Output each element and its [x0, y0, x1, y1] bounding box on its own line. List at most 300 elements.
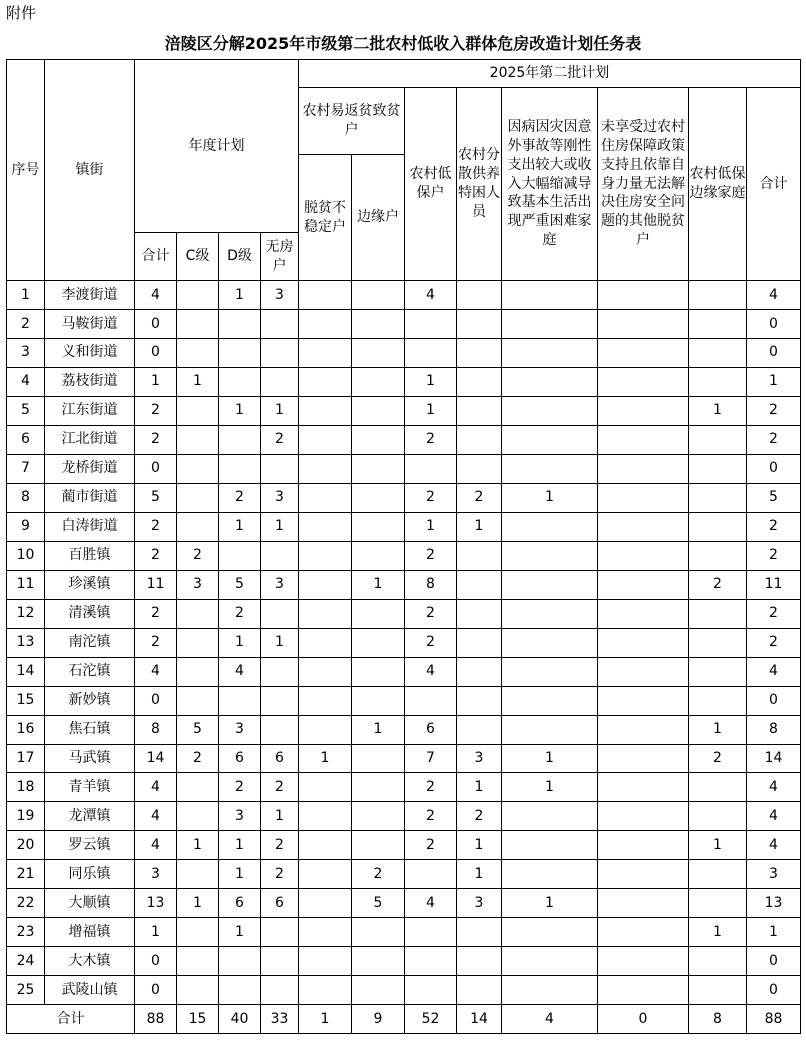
header-annual-total: 合计 [135, 233, 177, 281]
row-cell [299, 338, 352, 367]
row-seq: 24 [7, 947, 45, 976]
row-town: 李渡街道 [45, 281, 135, 310]
row-cell [177, 918, 219, 947]
row-cell: 0 [747, 686, 801, 715]
row-cell: 1 [405, 396, 457, 425]
row-cell [299, 831, 352, 860]
row-cell [598, 425, 689, 454]
row-seq: 20 [7, 831, 45, 860]
table-row [7, 541, 801, 570]
table-row [7, 570, 801, 599]
row-cell [689, 338, 747, 367]
row-cell [299, 628, 352, 657]
row-cell: 2 [219, 483, 261, 512]
row-cell: 1 [502, 773, 598, 802]
total-cell: 0 [598, 1005, 689, 1034]
row-cell [457, 454, 502, 483]
row-cell [457, 628, 502, 657]
row-cell [405, 686, 457, 715]
row-cell: 3 [177, 570, 219, 599]
row-cell: 6 [405, 715, 457, 744]
row-cell: 2 [261, 425, 299, 454]
row-cell [598, 570, 689, 599]
row-cell: 2 [405, 802, 457, 831]
row-cell [352, 338, 405, 367]
row-cell: 2 [405, 831, 457, 860]
row-cell [299, 889, 352, 918]
row-cell: 2 [135, 541, 177, 570]
row-seq: 17 [7, 744, 45, 773]
row-cell [405, 309, 457, 338]
row-cell [261, 541, 299, 570]
table-row [7, 425, 801, 454]
row-town: 南沱镇 [45, 628, 135, 657]
row-cell [261, 657, 299, 686]
row-cell: 2 [405, 628, 457, 657]
total-cell: 33 [261, 1005, 299, 1034]
row-cell: 2 [405, 773, 457, 802]
row-cell [457, 309, 502, 338]
header-dibao-bianyuan: 农村低保边缘家庭 [689, 88, 747, 281]
row-cell: 0 [747, 976, 801, 1005]
row-cell [299, 483, 352, 512]
row-cell [598, 947, 689, 976]
row-cell [177, 512, 219, 541]
row-cell [598, 541, 689, 570]
table-row [7, 657, 801, 686]
row-cell: 3 [261, 570, 299, 599]
row-cell [352, 425, 405, 454]
row-seq: 7 [7, 454, 45, 483]
row-cell: 14 [747, 744, 801, 773]
row-seq: 15 [7, 686, 45, 715]
row-cell [177, 860, 219, 889]
row-cell [261, 599, 299, 628]
row-cell [502, 396, 598, 425]
row-cell [299, 976, 352, 1005]
row-cell [502, 831, 598, 860]
row-seq: 8 [7, 483, 45, 512]
row-cell: 1 [219, 396, 261, 425]
row-cell: 0 [135, 454, 177, 483]
row-seq: 4 [7, 367, 45, 396]
row-cell [261, 947, 299, 976]
row-cell [177, 686, 219, 715]
row-cell [502, 628, 598, 657]
row-cell [457, 918, 502, 947]
row-cell [352, 483, 405, 512]
row-cell [457, 396, 502, 425]
row-cell [689, 367, 747, 396]
row-cell [177, 483, 219, 512]
row-cell: 3 [457, 744, 502, 773]
page-title: 涪陵区分解2025年市级第二批农村低收入群体危房改造计划任务表 [164, 34, 642, 53]
row-cell [352, 744, 405, 773]
row-cell [405, 454, 457, 483]
total-cell: 8 [689, 1005, 747, 1034]
row-cell [689, 889, 747, 918]
total-cell: 15 [177, 1005, 219, 1034]
row-cell [598, 744, 689, 773]
row-cell: 4 [135, 657, 177, 686]
row-cell: 1 [502, 483, 598, 512]
row-cell [219, 367, 261, 396]
row-cell: 0 [135, 686, 177, 715]
row-cell [689, 802, 747, 831]
row-cell [219, 338, 261, 367]
row-cell [689, 976, 747, 1005]
row-cell: 2 [747, 396, 801, 425]
row-cell: 2 [747, 599, 801, 628]
row-cell [299, 918, 352, 947]
row-cell [219, 541, 261, 570]
row-cell: 2 [261, 831, 299, 860]
row-cell: 4 [135, 281, 177, 310]
table-row [7, 338, 801, 367]
row-cell: 2 [747, 512, 801, 541]
total-cell: 1 [299, 1005, 352, 1034]
row-cell: 1 [747, 367, 801, 396]
row-seq: 21 [7, 860, 45, 889]
row-seq: 14 [7, 657, 45, 686]
row-cell [598, 309, 689, 338]
row-cell [598, 367, 689, 396]
row-cell [405, 976, 457, 1005]
row-cell: 0 [747, 338, 801, 367]
row-cell [457, 976, 502, 1005]
row-cell [177, 947, 219, 976]
row-cell [457, 281, 502, 310]
row-cell [502, 918, 598, 947]
row-cell [598, 483, 689, 512]
table-row [7, 686, 801, 715]
table-row [7, 860, 801, 889]
row-cell: 2 [405, 425, 457, 454]
row-seq: 9 [7, 512, 45, 541]
row-cell [598, 281, 689, 310]
table-row [7, 483, 801, 512]
row-cell [598, 976, 689, 1005]
row-cell: 2 [747, 628, 801, 657]
row-cell: 11 [747, 570, 801, 599]
row-cell: 1 [261, 802, 299, 831]
row-cell [598, 628, 689, 657]
row-cell: 1 [299, 744, 352, 773]
row-cell: 2 [219, 773, 261, 802]
row-seq: 3 [7, 338, 45, 367]
row-cell: 1 [219, 831, 261, 860]
row-cell [502, 599, 598, 628]
row-cell [352, 831, 405, 860]
row-cell [689, 599, 747, 628]
row-town: 清溪镇 [45, 599, 135, 628]
table-row [7, 918, 801, 947]
row-cell [502, 802, 598, 831]
row-cell [177, 281, 219, 310]
row-cell [502, 338, 598, 367]
total-cell: 14 [457, 1005, 502, 1034]
row-cell: 3 [135, 860, 177, 889]
row-cell [352, 454, 405, 483]
header-total: 合计 [747, 88, 801, 281]
row-cell [352, 918, 405, 947]
row-cell: 4 [219, 657, 261, 686]
row-cell: 1 [261, 512, 299, 541]
table-row [7, 802, 801, 831]
row-cell: 2 [135, 512, 177, 541]
row-cell [299, 396, 352, 425]
row-cell [457, 686, 502, 715]
row-cell: 1 [219, 281, 261, 310]
row-cell: 1 [135, 918, 177, 947]
header-weixiang: 未享受过农村住房保障政策支持且依靠自身力量无法解决住房安全问题的其他脱贫户 [598, 88, 689, 281]
header-annual-nohouse: 无房户 [261, 233, 299, 281]
row-cell [352, 657, 405, 686]
row-cell [352, 802, 405, 831]
row-cell [598, 512, 689, 541]
row-cell: 2 [261, 860, 299, 889]
row-seq: 12 [7, 599, 45, 628]
total-cell: 88 [747, 1005, 801, 1034]
table-row [7, 599, 801, 628]
row-town: 百胜镇 [45, 541, 135, 570]
row-cell [598, 802, 689, 831]
annex-label: 附件 [6, 4, 37, 22]
row-cell: 8 [747, 715, 801, 744]
table-row [7, 744, 801, 773]
row-cell [457, 338, 502, 367]
row-town: 荔枝街道 [45, 367, 135, 396]
row-cell: 1 [352, 715, 405, 744]
row-town: 罗云镇 [45, 831, 135, 860]
row-cell [502, 947, 598, 976]
row-cell: 3 [219, 715, 261, 744]
row-cell: 2 [352, 860, 405, 889]
row-seq: 16 [7, 715, 45, 744]
row-cell: 1 [219, 628, 261, 657]
row-town: 青羊镇 [45, 773, 135, 802]
row-cell [689, 425, 747, 454]
row-cell: 1 [261, 396, 299, 425]
header-yifan: 农村易返贫致贫户 [299, 88, 405, 155]
header-bianyuan: 边缘户 [352, 155, 405, 281]
total-row [7, 1005, 801, 1034]
row-cell: 1 [261, 628, 299, 657]
table-row [7, 281, 801, 310]
row-cell [457, 715, 502, 744]
row-cell [177, 657, 219, 686]
row-cell [219, 425, 261, 454]
row-cell [352, 773, 405, 802]
row-cell: 2 [135, 396, 177, 425]
table-row [7, 976, 801, 1005]
row-cell [261, 918, 299, 947]
row-cell [405, 918, 457, 947]
row-town: 马鞍街道 [45, 309, 135, 338]
row-cell [598, 773, 689, 802]
row-town: 马武镇 [45, 744, 135, 773]
row-cell [502, 512, 598, 541]
row-cell [689, 454, 747, 483]
row-cell: 0 [747, 454, 801, 483]
row-cell [299, 309, 352, 338]
row-cell: 1 [457, 831, 502, 860]
row-cell [689, 773, 747, 802]
row-cell [352, 309, 405, 338]
row-seq: 5 [7, 396, 45, 425]
row-cell [598, 599, 689, 628]
row-cell: 5 [135, 483, 177, 512]
row-cell [689, 309, 747, 338]
header-annual-c: C级 [177, 233, 219, 281]
row-cell [352, 396, 405, 425]
row-cell [299, 570, 352, 599]
row-cell [598, 454, 689, 483]
row-cell [261, 976, 299, 1005]
row-cell: 1 [177, 889, 219, 918]
row-cell [502, 541, 598, 570]
row-cell [299, 599, 352, 628]
row-cell: 0 [135, 309, 177, 338]
row-cell: 1 [502, 889, 598, 918]
row-cell [177, 599, 219, 628]
table-row [7, 715, 801, 744]
row-cell [299, 367, 352, 396]
row-cell: 4 [747, 657, 801, 686]
row-seq: 23 [7, 918, 45, 947]
row-cell: 13 [135, 889, 177, 918]
row-cell [261, 686, 299, 715]
row-cell: 1 [457, 512, 502, 541]
row-cell [177, 454, 219, 483]
row-town: 龙潭镇 [45, 802, 135, 831]
row-cell [299, 425, 352, 454]
total-cell: 88 [135, 1005, 177, 1034]
row-cell [457, 541, 502, 570]
row-cell [177, 309, 219, 338]
row-seq: 1 [7, 281, 45, 310]
row-cell: 0 [747, 309, 801, 338]
row-cell: 5 [747, 483, 801, 512]
row-cell: 4 [135, 831, 177, 860]
row-cell [299, 541, 352, 570]
row-cell: 2 [219, 599, 261, 628]
row-cell [689, 281, 747, 310]
header-tekun: 农村分散供养特困人员 [457, 88, 502, 281]
row-cell [689, 860, 747, 889]
row-cell [689, 483, 747, 512]
row-cell [502, 657, 598, 686]
row-cell [261, 367, 299, 396]
row-cell [299, 686, 352, 715]
row-cell [299, 860, 352, 889]
row-cell: 6 [219, 889, 261, 918]
row-cell: 3 [261, 483, 299, 512]
row-cell: 1 [177, 367, 219, 396]
row-cell [598, 686, 689, 715]
row-cell [177, 396, 219, 425]
row-cell: 6 [261, 889, 299, 918]
row-cell [502, 454, 598, 483]
row-cell: 4 [135, 773, 177, 802]
row-cell: 3 [747, 860, 801, 889]
row-cell [352, 686, 405, 715]
row-town: 石沱镇 [45, 657, 135, 686]
table-row [7, 947, 801, 976]
row-cell: 6 [219, 744, 261, 773]
row-cell: 1 [689, 715, 747, 744]
row-cell: 5 [219, 570, 261, 599]
row-cell: 1 [689, 918, 747, 947]
header-seq: 序号 [7, 60, 45, 281]
total-cell: 4 [502, 1005, 598, 1034]
header-dibao: 农村低保户 [405, 88, 457, 281]
row-seq: 11 [7, 570, 45, 599]
table-row [7, 309, 801, 338]
row-cell: 2 [135, 628, 177, 657]
row-cell [502, 860, 598, 889]
row-cell: 1 [177, 831, 219, 860]
row-cell [261, 454, 299, 483]
row-cell [598, 338, 689, 367]
row-cell: 2 [405, 483, 457, 512]
row-seq: 13 [7, 628, 45, 657]
row-cell [261, 715, 299, 744]
row-cell [299, 802, 352, 831]
row-seq: 10 [7, 541, 45, 570]
row-cell: 2 [457, 802, 502, 831]
row-cell: 4 [747, 281, 801, 310]
row-cell: 3 [219, 802, 261, 831]
row-cell [405, 947, 457, 976]
row-cell: 3 [457, 889, 502, 918]
row-cell [352, 512, 405, 541]
row-cell [352, 976, 405, 1005]
table-row [7, 512, 801, 541]
row-cell [457, 657, 502, 686]
row-cell: 2 [405, 541, 457, 570]
row-cell: 2 [177, 541, 219, 570]
header-yinbing: 因病因灾因意外事故等刚性支出较大或收入大幅缩减导致基本生活出现严重困难家庭 [502, 88, 598, 281]
row-cell: 2 [135, 425, 177, 454]
row-cell [689, 686, 747, 715]
row-town: 义和街道 [45, 338, 135, 367]
row-town: 同乐镇 [45, 860, 135, 889]
row-cell: 2 [261, 773, 299, 802]
row-cell: 1 [502, 744, 598, 773]
row-cell: 11 [135, 570, 177, 599]
row-town: 珍溪镇 [45, 570, 135, 599]
row-cell: 1 [219, 860, 261, 889]
row-cell: 4 [405, 657, 457, 686]
row-cell: 14 [135, 744, 177, 773]
row-cell: 4 [405, 889, 457, 918]
table-row [7, 628, 801, 657]
row-cell [299, 657, 352, 686]
row-cell [352, 947, 405, 976]
row-cell [502, 686, 598, 715]
row-cell [219, 947, 261, 976]
row-cell: 2 [689, 570, 747, 599]
row-cell [689, 541, 747, 570]
row-cell [352, 541, 405, 570]
total-cell: 40 [219, 1005, 261, 1034]
header-town: 镇街 [45, 60, 135, 281]
row-cell: 4 [747, 802, 801, 831]
row-cell [502, 367, 598, 396]
row-cell [502, 309, 598, 338]
header-annual-plan: 年度计划 [135, 60, 299, 233]
